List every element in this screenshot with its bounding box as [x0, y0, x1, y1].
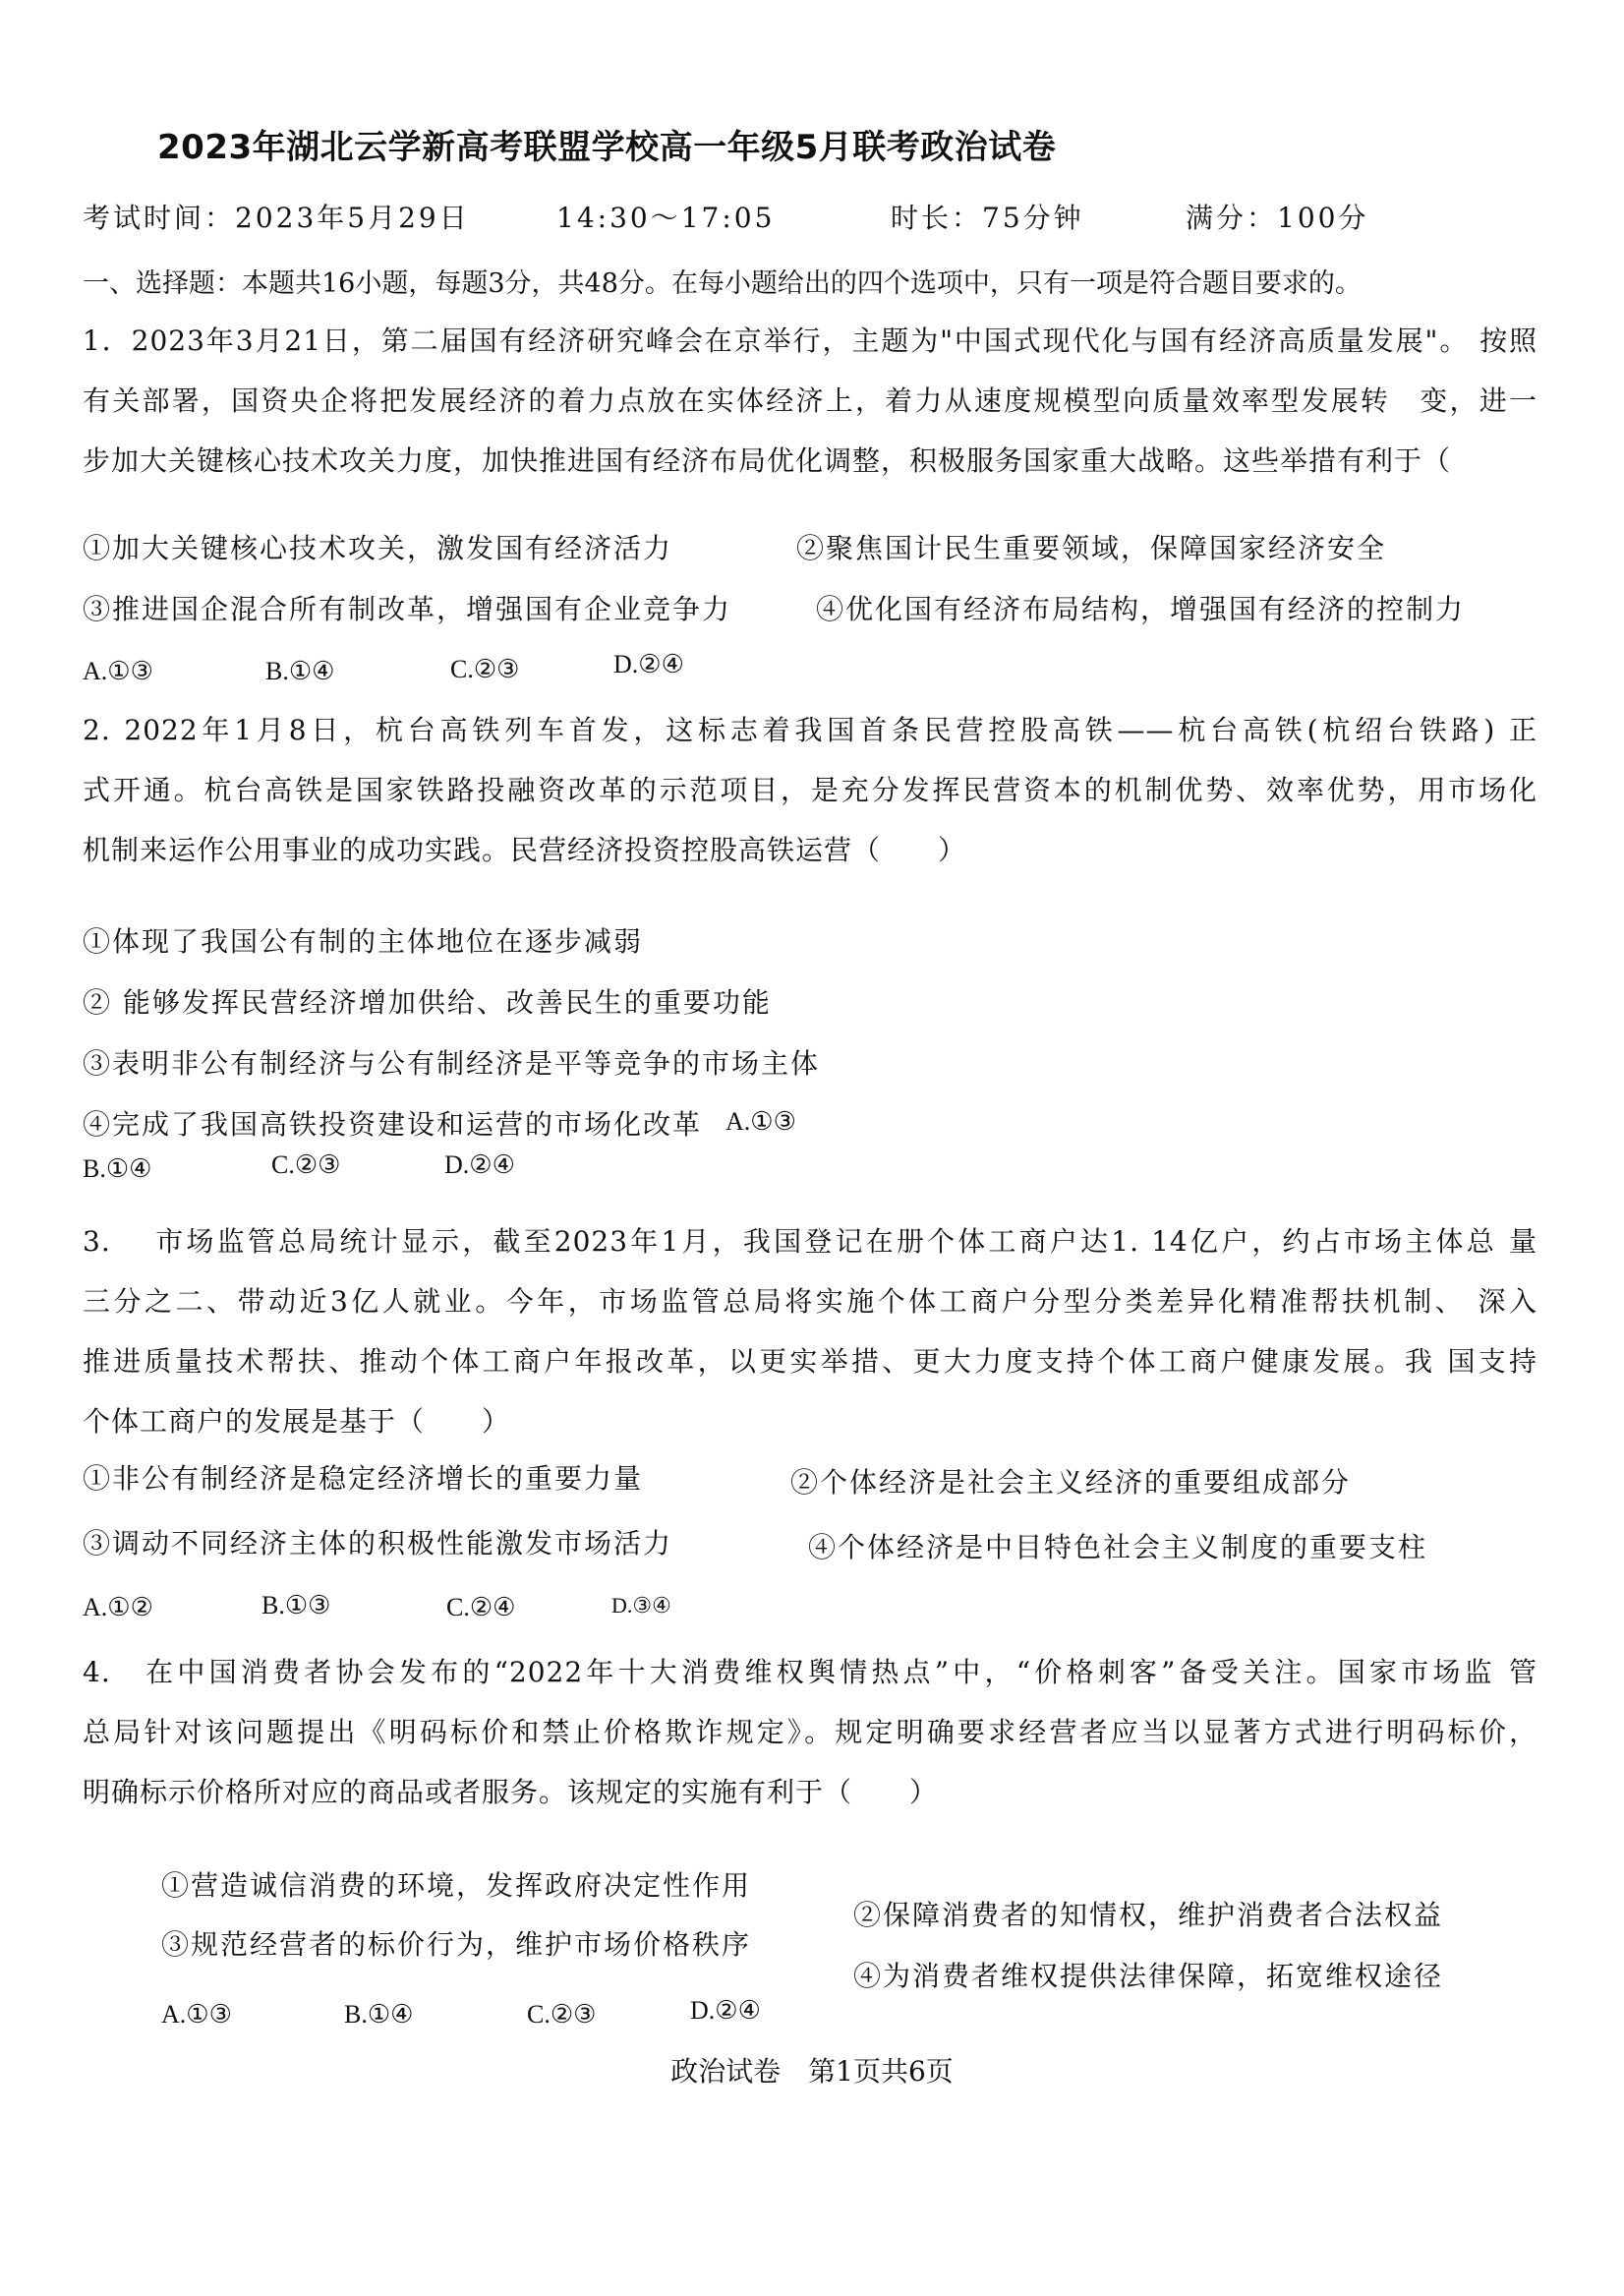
question-1-stem — [83, 311, 1537, 491]
question-1-item-4: ④优化国有经济布局结构，增强国有经济的控制力 — [816, 593, 1466, 625]
question-2-stem-line: 2. 2022年1月8日，杭台高铁列车首发，这标志着我国首条民营控股高铁——杭台高铁(杭绍台铁路) 正 — [83, 714, 1537, 746]
question-4-stem-line: 4. 在中国消费者协会发布的“2022年十大消费维权舆情热点”中，“价格刺客”备受关注。国家市场监 管 — [83, 1656, 1537, 1688]
section-header: 一、选择题：本题共16小题，每题3分，共48分。在每小题给出的四个选项中，只有一项是符合题目要求的。 — [83, 268, 1362, 299]
question-1-item-3: ③推进国企混合所有制改革，增强国有企业竞争力 — [83, 593, 732, 625]
question-1-answer-c: C.②③ — [450, 655, 520, 683]
exam-time-label: 考试时间：2023年5月29日 — [83, 202, 470, 234]
question-1-stem-line: 有关部署，国资央企将把发展经济的着力点放在实体经济上，着力从速度规模型向质量效率型发展转 变，进一 — [83, 384, 1537, 417]
question-4-stem — [83, 1642, 1537, 1822]
question-2-stem-line: 式开通。杭台高铁是国家铁路投融资改革的示范项目，是充分发挥民营资本的机制优势、效率优势，用市场化 — [83, 774, 1537, 806]
question-4-item-1: ①营造诚信消费的环境，发挥政府决定性作用 — [161, 1869, 752, 1902]
question-3-item-3: ③调动不同经济主体的积极性能激发市场活力 — [83, 1527, 673, 1560]
question-4-item-2: ②保障消费者的知情权，维护消费者合法权益 — [853, 1899, 1444, 1931]
question-3-stem — [83, 1211, 1537, 1451]
question-1-item-1: ①加大关键核心技术攻关，激发国有经济活力 — [83, 532, 673, 564]
question-3-answer-b: B.①③ — [261, 1591, 331, 1619]
question-2-answer-c: C.②③ — [271, 1150, 341, 1179]
question-1-answer-d: D.②④ — [613, 650, 684, 678]
question-1-stem-line: 步加大关键核心技术攻关力度，加快推进国有经济布局优化调整，积极服务国家重大战略。这些举措有利于（ — [83, 444, 1452, 477]
question-4-answer-a: A.①③ — [161, 2000, 232, 2029]
question-2-answer-d: D.②④ — [444, 1150, 515, 1179]
question-3-item-1: ①非公有制经济是稳定经济增长的重要力量 — [83, 1462, 644, 1495]
question-2-stem — [83, 700, 1537, 880]
question-3-answer-d: D.③④ — [611, 1593, 671, 1618]
question-3-answer-a: A.①② — [83, 1593, 153, 1621]
exam-title: 2023年湖北云学新高考联盟学校高一年级5月联考政治试卷 — [157, 128, 1057, 167]
question-2-answer-a: A.①③ — [725, 1107, 796, 1136]
question-3-stem-line: 个体工商户的发展是基于（ ） — [83, 1405, 511, 1438]
question-4-item-4: ④为消费者维权提供法律保障，拓宽维权途径 — [853, 1960, 1444, 1992]
question-4-item-3: ③规范经营者的标价行为，维护市场价格秩序 — [161, 1928, 752, 1961]
question-3-stem-line: 3. 市场监管总局统计显示，截至2023年1月，我国登记在册个体工商户达1. 14亿户，约占市场主体总 量 — [83, 1225, 1537, 1258]
question-3-stem-line: 推进质量技术帮扶、推动个体工商户年报改革，以更实举措、更大力度支持个体工商户健康发展。我 国支持 — [83, 1345, 1537, 1378]
question-2-stem-line: 机制来运作公用事业的成功实践。民营经济投资控股高铁运营（ ） — [83, 834, 967, 866]
question-3-item-4: ④个体经济是中目特色社会主义制度的重要支柱 — [808, 1531, 1428, 1563]
question-3-stem-line: 三分之二、带动近3亿人就业。今年，市场监管总局将实施个体工商户分型分类差异化精准帮扶机制、 深入 — [83, 1285, 1537, 1318]
question-4-stem-line: 明确标示价格所对应的商品或者服务。该规定的实施有利于（ ） — [83, 1776, 939, 1808]
exam-duration: 时长：75分钟 — [891, 202, 1084, 234]
question-3-item-2: ②个体经济是社会主义经济的重要组成部分 — [790, 1466, 1352, 1499]
question-2-item-2: ② 能够发挥民营经济增加供给、改善民生的重要功能 — [83, 986, 772, 1019]
question-3-answer-c: C.②④ — [446, 1593, 516, 1621]
question-4-stem-line: 总局针对该问题提出《明码标价和禁止价格欺诈规定》。规定明确要求经营者应当以显著方式进行明码标价， — [83, 1716, 1537, 1748]
question-1-answer-b: B.①④ — [265, 657, 335, 685]
question-2-item-1: ①体现了我国公有制的主体地位在逐步减弱 — [83, 925, 644, 958]
question-1-stem-line: 1．2023年3月21日，第二届国有经济研究峰会在京举行，主题为"中国式现代化与国有经济高质量发展"。 按照 — [83, 324, 1537, 357]
question-2-answer-b: B.①④ — [83, 1154, 152, 1183]
exam-full-score: 满分：100分 — [1186, 202, 1369, 234]
question-4-answer-d: D.②④ — [690, 1996, 761, 2025]
question-4-answer-c: C.②③ — [527, 2000, 597, 2029]
question-2-item-4: ④完成了我国高铁投资建设和运营的市场化改革 — [83, 1108, 703, 1141]
question-1-item-2: ②聚焦国计民生重要领域，保障国家经济安全 — [796, 532, 1387, 564]
page-footer: 政治试卷 第1页共6页 — [670, 2055, 954, 2088]
exam-time-range: 14:30～17:05 — [556, 202, 776, 234]
question-2-item-3: ③表明非公有制经济与公有制经济是平等竞争的市场主体 — [83, 1047, 821, 1080]
question-4-answer-b: B.①④ — [344, 2000, 414, 2029]
question-1-answer-a: A.①③ — [83, 657, 153, 685]
